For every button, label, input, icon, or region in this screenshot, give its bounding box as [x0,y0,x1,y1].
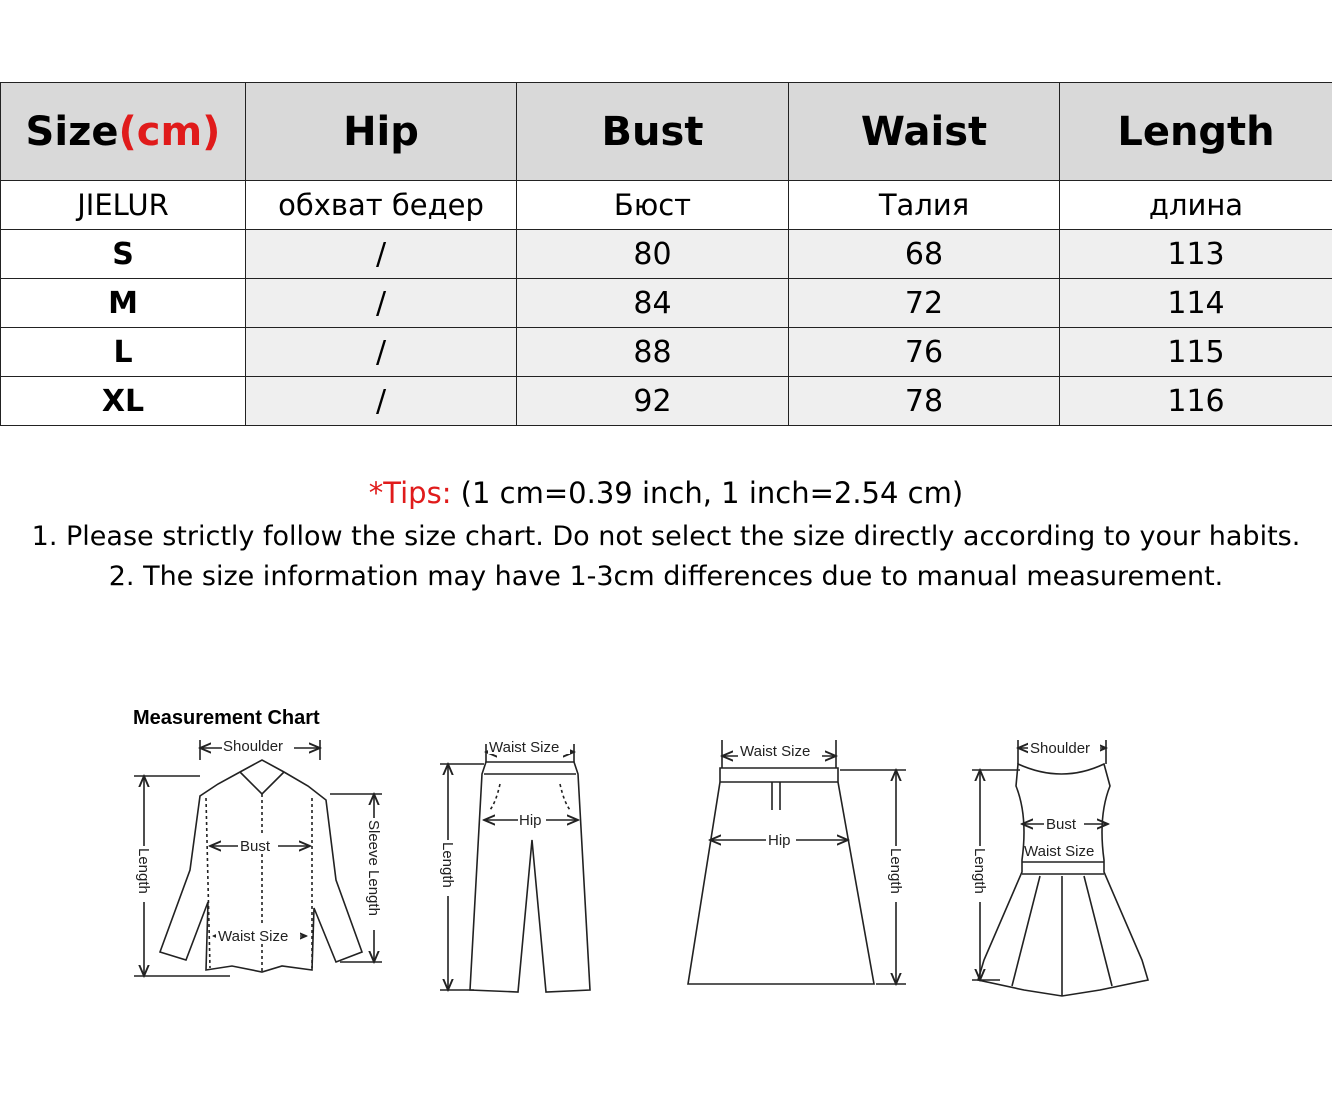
measurement-chart [0,690,1332,1020]
waist-cell: 78 [789,377,1060,426]
pants-waist-label: Waist Size [489,739,560,756]
header-bust: Bust [517,83,789,181]
tips-line-2: 2. The size information may have 1-3cm differences due to manual measurement. [108,561,1224,592]
header-hip: Hip [246,83,517,181]
hip-cell: / [246,328,517,377]
subheader-row [1,181,1332,230]
header-size: Size(cm) [1,83,246,181]
header-waist: Waist [789,83,1060,181]
pants-diagram [440,744,590,992]
table-row [1,230,1332,279]
shirt-bust-label: Bust [240,838,271,855]
shirt-waist-label: Waist Size [218,928,289,945]
subheader-hip: обхват бедер [246,181,517,230]
size-cell: S [1,230,246,279]
skirt-diagram [688,740,906,984]
bust-cell: 80 [517,230,789,279]
length-cell: 115 [1060,328,1332,377]
dress-diagram [972,740,1148,996]
pants-length-label: Length [439,842,456,888]
shirt-shoulder-label: Shoulder [223,738,284,755]
dress-shoulder-label: Shoulder [1030,740,1091,757]
table-row [1,328,1332,377]
size-cell: L [1,328,246,377]
header-row [1,83,1332,181]
dress-bust-label: Bust [1046,816,1077,833]
shirt-sleeve-label: Sleeve Length [365,820,382,916]
subheader-length: длина [1060,181,1332,230]
measurement-chart-title: Measurement Chart [133,707,320,729]
subheader-brand: JIELUR [1,181,246,230]
bust-cell: 84 [517,279,789,328]
table-row [1,279,1332,328]
tips-line-1: 1. Please strictly follow the size chart. Do not select the size directly according to your habits. [31,521,1301,552]
size-table [0,82,1332,426]
waist-cell: 76 [789,328,1060,377]
subheader-bust: Бюст [517,181,789,230]
size-cell: XL [1,377,246,426]
shirt-length-label: Length [135,848,152,894]
bust-cell: 88 [517,328,789,377]
table-row [1,377,1332,426]
dress-length-label: Length [971,848,988,894]
skirt-length-label: Length [887,848,904,894]
header-length: Length [1060,83,1332,181]
bust-cell: 92 [517,377,789,426]
waist-cell: 68 [789,230,1060,279]
tips-conversion: *Tips: (1 cm=0.39 inch, 1 inch=2.54 cm) [368,476,964,510]
length-cell: 114 [1060,279,1332,328]
dress-waist-label: Waist Size [1024,843,1095,860]
hip-cell: / [246,279,517,328]
length-cell: 116 [1060,377,1332,426]
subheader-waist: Талия [789,181,1060,230]
skirt-hip-label: Hip [768,832,791,849]
hip-cell: / [246,377,517,426]
waist-cell: 72 [789,279,1060,328]
length-cell: 113 [1060,230,1332,279]
skirt-waist-label: Waist Size [740,743,811,760]
size-cell: M [1,279,246,328]
hip-cell: / [246,230,517,279]
pants-hip-label: Hip [519,812,542,829]
measurement-chart-svg [0,690,1332,1020]
